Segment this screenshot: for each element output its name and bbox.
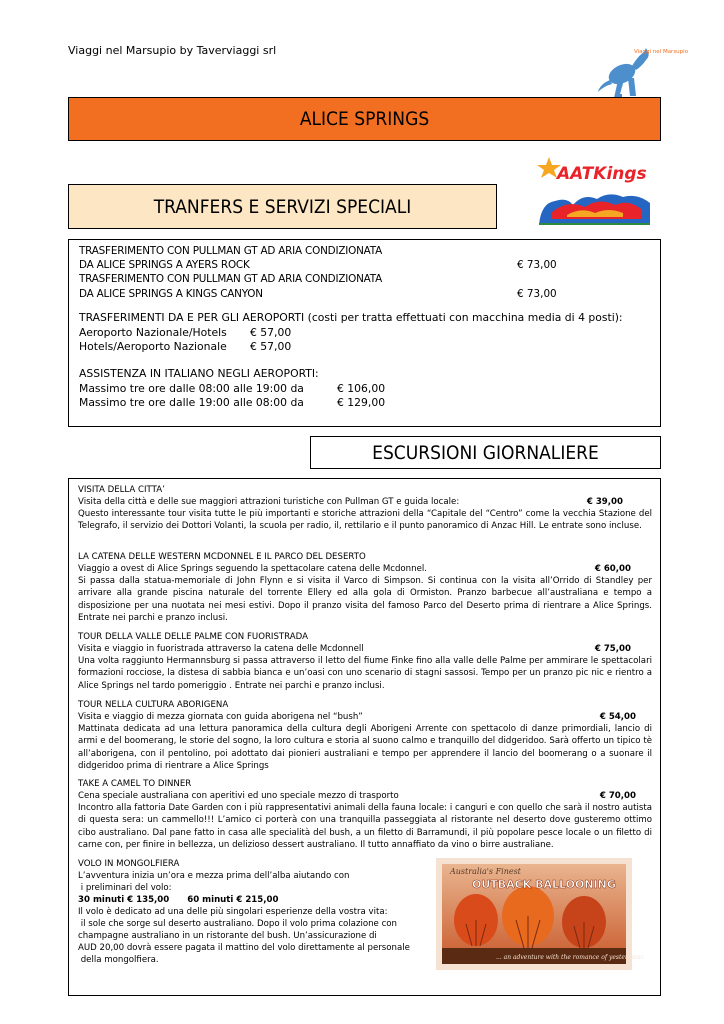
pullman-2-line2: DA ALICE SPRINGS A KINGS CANYON (79, 288, 263, 300)
aat-kings-text: AATKings (557, 164, 647, 184)
balloon-line-6: AUD 20,00 dovrà essere pagata il mattino del volo direttamente al personale (78, 943, 410, 953)
excursion-5-description: Incontro alla fattoria Date Garden con i più rappresentativi animali della fauna locale: i canguri e con quello che sarà il nostro autista di questa sera: un cammello!!! L’amico ci porterà con una tranquilla passeggiata al ristorante nel deserto dove gusteremo ottimo cibo australiano. Dal pane fatto in casa alle specialità del bush, a un filetto di Barramundi, il più popolare pesce locale o un filetto di carne con, per finire in bellezza, un delizioso dessert australiano. Il tutto annaffiato da vino o birre australiane. (78, 803, 652, 850)
excursion-4-description: Mattinata dedicata ad una lettura panoramica della cultura degli Aborigeni Arrente con spettacolo di danze primordiali, lancio di armi e del boomerang, le storie del sogno, la loro cultura e storia al suono calmo e tranquillo del didgeridoo. Sarà offerto un tipico tè all’aborigena, con il pentolino, poi adottato dai pionieri australiani e tempo per apprendere il lancio del boomerang o a suonare il didgeridoo prima di rientrare a Alice Springs (78, 724, 652, 771)
excursion-2-description: Si passa dalla statua-memoriale di John Flynn e si visita il Varco di Simpson. Si continua con la visita all’Orrido di Standley per arrivare alla grande piscina naturale del torrente Ellery ed alla gola di Ormiston. Pranzo barbecue all’australiana e tempo a disposizione per una nuotata nei mesi estivi. Dopo il pranzo visita del famoso Parco del Deserto prima di rientrare a Alice Springs. Entrate nei parchi e pranzo inclusi. (78, 576, 652, 623)
landscape-icon (539, 194, 650, 225)
pullman-2-line1: TRASFERIMENTO CON PULLMAN GT AD ARIA CONDIZIONATA (79, 273, 383, 285)
pullman-2-price: € 73,00 (517, 288, 557, 300)
transfers-heading: TRANFERS E SERVIZI SPECIALI (153, 195, 412, 218)
excursion-1-subtitle: Visita della città e delle sue maggiori attrazioni turistiche con Pullman GT e guida locale: (78, 497, 460, 507)
transfers-heading-banner (68, 184, 497, 229)
excursion-2-price: € 60,00 (594, 564, 631, 574)
page-title: ALICE SPRINGS (299, 108, 430, 130)
airport-row-2-label: Hotels/Aeroporto Nazionale (79, 340, 227, 353)
assistance-heading: ASSISTENZA IN ITALIANO NEGLI AEROPORTI: (79, 367, 319, 380)
header-company-name: Viaggi nel Marsupio by Taverviaggi srl (68, 44, 277, 57)
kangaroo-icon (598, 48, 649, 98)
pullman-1-line2: DA ALICE SPRINGS A AYERS ROCK (79, 259, 250, 271)
airport-heading: TRASFERIMENTI DA E PER GLI AEROPORTI (costi per tratta effettuati con macchina media di 4 posti): (79, 311, 623, 324)
excursion-1-description: Questo interessante tour visita tutte le più importanti e storiche attrazioni della “Capitale del “Centro” come la vecchia Stazione del Telegrafo, il servizio dei Dottori Volanti, la scuola per radio, il, rettilario e il punto panoramico di Anzac Hill. Le entrate sono incluse. (78, 509, 652, 532)
airport-row-1-label: Aeroporto Nazionale/Hotels (79, 326, 227, 339)
pullman-1-line1: TRASFERIMENTO CON PULLMAN GT AD ARIA CONDIZIONATA (79, 245, 383, 257)
outback-ballooning-image (436, 858, 645, 970)
excursion-2-title: LA CATENA DELLE WESTERN MCDONNEL E IL PARCO DEL DESERTO (78, 552, 366, 562)
kangaroo-logo (596, 40, 689, 102)
transfers-section (68, 239, 661, 427)
excursion-1-title: VISITA DELLA CITTA’ (78, 485, 165, 495)
balloon-line-5: champagne australiano in un ristorante del bush. Un’assicurazione di (78, 931, 377, 941)
assistance-row-2-price: € 129,00 (337, 396, 386, 409)
excursion-3-price: € 75,00 (594, 644, 631, 654)
excursion-4-subtitle: Visita e viaggio di mezza giornata con guida aborigena nel “bush” (78, 712, 363, 722)
excursions-heading-banner (310, 436, 661, 469)
balloon-tagline-bottom: ... an adventure with the romance of yester-year. (496, 954, 645, 961)
aat-kings-logo (537, 153, 652, 228)
assistance-row-1-label: Massimo tre ore dalle 08:00 alle 19:00 da (79, 382, 304, 395)
balloon-line-3: Il volo è dedicato ad una delle più singolari esperienze della vostra vita: (78, 907, 388, 917)
excursion-4-title: TOUR NELLA CULTURA ABORIGENA (78, 700, 229, 710)
balloon-prices: 30 minuti € 135,00 60 minuti € 215,00 (78, 895, 279, 905)
assistance-row-1-price: € 106,00 (337, 382, 386, 395)
excursion-3-title: TOUR DELLA VALLE DELLE PALME CON FUORISTRADA (78, 632, 309, 642)
airport-row-2-price: € 57,00 (250, 340, 292, 353)
balloon-brand: OUTBACK BALLOONING (472, 878, 616, 891)
balloon-tagline-top: Australia's Finest (450, 867, 521, 876)
assistance-row-2-label: Massimo tre ore dalle 19:00 alle 08:00 da (79, 396, 304, 409)
excursion-3-subtitle: Visita e viaggio in fuoristrada attraverso la catena delle Mcdonnell (78, 644, 364, 654)
excursion-3-description: Una volta raggiunto Hermannsburg si passa attraverso il letto del fiume Finke fino alla valle delle Palme per ammirare le spettacolari formazioni rocciose, la distesa di sabbia bianca e un’oasi con uno scenario di stagni sassosi. Tempo per un pranzo pic nic e rientro a Alice Springs nel tardo pomeriggio . Entrate nei parchi e pranzo inclusi. (78, 656, 652, 691)
balloon-title: VOLO IN MONGOLFIERA (78, 859, 180, 869)
excursion-5-subtitle: Cena speciale australiana con aperitivi ed uno speciale mezzo di trasporto (78, 791, 399, 801)
excursion-5-title: TAKE A CAMEL TO DINNER (78, 779, 192, 789)
excursion-5-price: € 70,00 (599, 791, 636, 801)
airport-row-1-price: € 57,00 (250, 326, 292, 339)
excursion-1-price: € 39,00 (586, 497, 623, 507)
kangaroo-logo-text: Viaggi nel Marsupio (634, 49, 689, 55)
pullman-1-price: € 73,00 (517, 259, 557, 271)
excursion-4-price: € 54,00 (599, 712, 636, 722)
excursions-heading: ESCURSIONI GIORNALIERE (372, 441, 599, 464)
balloon-line-7: della mongolfiera. (78, 955, 159, 965)
page-title-banner (68, 97, 661, 141)
balloon-line-1: L’avventura inizia un’ora e mezza prima dell’alba aiutando con (78, 871, 350, 881)
balloon-line-4: il sole che sorge sul deserto australiano. Dopo il volo prima colazione con (78, 919, 398, 929)
balloon-line-2: i preliminari del volo: (78, 883, 172, 893)
excursion-2-subtitle: Viaggio a ovest di Alice Springs seguendo la spettacolare catena delle Mcdonnel. (78, 564, 427, 574)
